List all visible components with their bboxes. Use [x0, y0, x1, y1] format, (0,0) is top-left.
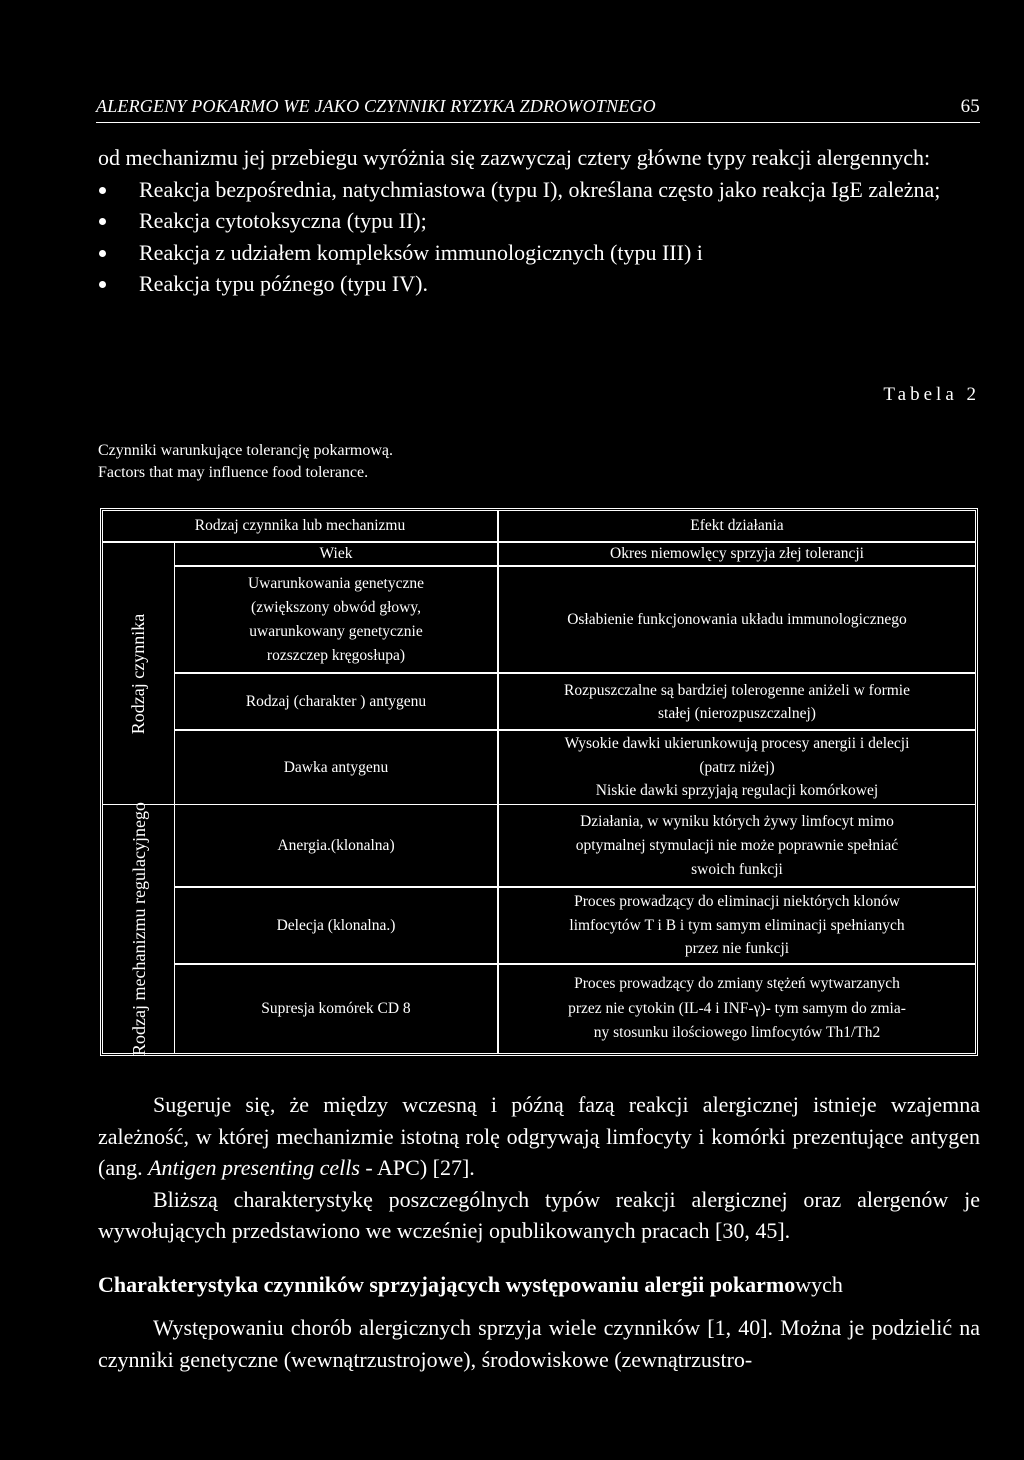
table-cell-factor: Rodzaj (charakter ) antygenu [245, 692, 427, 710]
paragraph: Sugeruje się, że między wczesną i późną fazą reakcji alergicznej istnieje wzajemna zależność, w której mechanizmie istotną rolę odgrywają limfocyty i komórki prezentujące antygen (ang. Antigen presenting cells - APC) [27]. [98, 1092, 980, 1180]
paragraph: Występowaniu chorób alergicznych sprzyja wiele czynników [1, 40]. Można je podzielić na czynniki genetyczne (wewnątrzustrojowe), środowiskowe (zewnątrzustro- [98, 1315, 980, 1372]
paragraph: Bliższą charakterystykę poszczególnych typów reakcji alergicznej oraz alergenów je wywołujących przedstawiono we wcześniej opublikowanych pracach [30, 45]. [98, 1186, 980, 1243]
term-italic: Antigen presenting cells [148, 1155, 360, 1180]
body-text [98, 1089, 980, 1375]
table-cell-factor: Uwarunkowania genetyczne (zwiększony obwód głowy, uwarunkowany genetycznie rozszczep kręgosłupa) [247, 574, 425, 664]
table-cell-factor: Supresja komórek CD 8 [261, 1000, 411, 1017]
header-factor: Rodzaj czynnika lub mechanizmu [194, 517, 406, 534]
header-effect: Efekt działania [690, 517, 784, 534]
table-label: Tabela 2 [883, 384, 980, 405]
reaction-type-list [98, 174, 980, 300]
table-cell-effect: Proces prowadzący do eliminacji niektórych klonów limfocytów T i B i tym samym eliminacji spełnianych przez nie funkcji [569, 893, 905, 958]
table-cell-effect: Okres niemowlęcy sprzyja złej tolerancji [610, 545, 864, 562]
intro-paragraph: od mechanizmu jej przebiegu wyróżnia się zazwyczaj cztery główne typy reakcji alergennych: [98, 145, 931, 170]
table-cell-effect: Osłabienie funkcjonowania układu immunologicznego [567, 610, 907, 628]
table-cell-effect: Działania, w wyniku których żywy limfocyt mimo optymalnej stymulacji nie może poprawnie spełniać swoich funkcji [575, 812, 899, 878]
table-cell-factor: Wiek [319, 545, 353, 562]
group-label-factor-type: Rodzaj czynnika [128, 613, 149, 734]
caption-polish: Czynniki warunkujące tolerancję pokarmową. [98, 442, 393, 459]
table-cell-effect: Wysokie dawki ukierunkowują procesy anergii i delecji (patrz niżej) Niskie dawki sprzyjają regulacji komórkowej [564, 735, 910, 800]
list-item: Reakcja bezpośrednia, natychmiastowa (typu I), określana często jako reakcja IgE zależna; [98, 174, 980, 206]
group-label-mechanism-type: Rodzaj mechanizmu regulacyjnego [128, 802, 149, 1056]
table-cell-effect: Proces prowadzący do zmiany stężeń wytwarzanych przez nie cytokin (IL-4 i INF-γ)- tym samym do zmia- ny stosunku ilościowego limfocytów Th1/Th2 [568, 975, 906, 1042]
running-header [96, 96, 980, 123]
table-cell-factor: Anergia.(klonalna) [277, 836, 395, 854]
running-title: ALERGENY POKARMO WE JAKO CZYNNIKI RYZYKA ZDROWOTNEGO [96, 96, 656, 116]
tolerance-table [100, 508, 978, 1056]
section-heading: Charakterystyka czynników sprzyjających występowaniu alergii pokarmowych [98, 1271, 843, 1297]
intro-section [98, 142, 980, 300]
table-cell-effect: Rozpuszczalne są bardziej tolerogenne aniżeli w formie stałej (nierozpuszczalnej) [563, 681, 910, 722]
list-item: Reakcja z udziałem kompleksów immunologicznych (typu III) i [98, 237, 980, 269]
table-cell-factor: Delecja (klonalna.) [276, 916, 396, 934]
table-caption [98, 440, 393, 484]
table-cell-factor: Dawka antygenu [283, 758, 389, 776]
page-number: 65 [960, 96, 980, 117]
caption-english: Factors that may influence food tolerance. [98, 464, 369, 481]
list-item: Reakcja typu późnego (typu IV). [98, 268, 980, 300]
list-item: Reakcja cytotoksyczna (typu II); [98, 205, 980, 237]
